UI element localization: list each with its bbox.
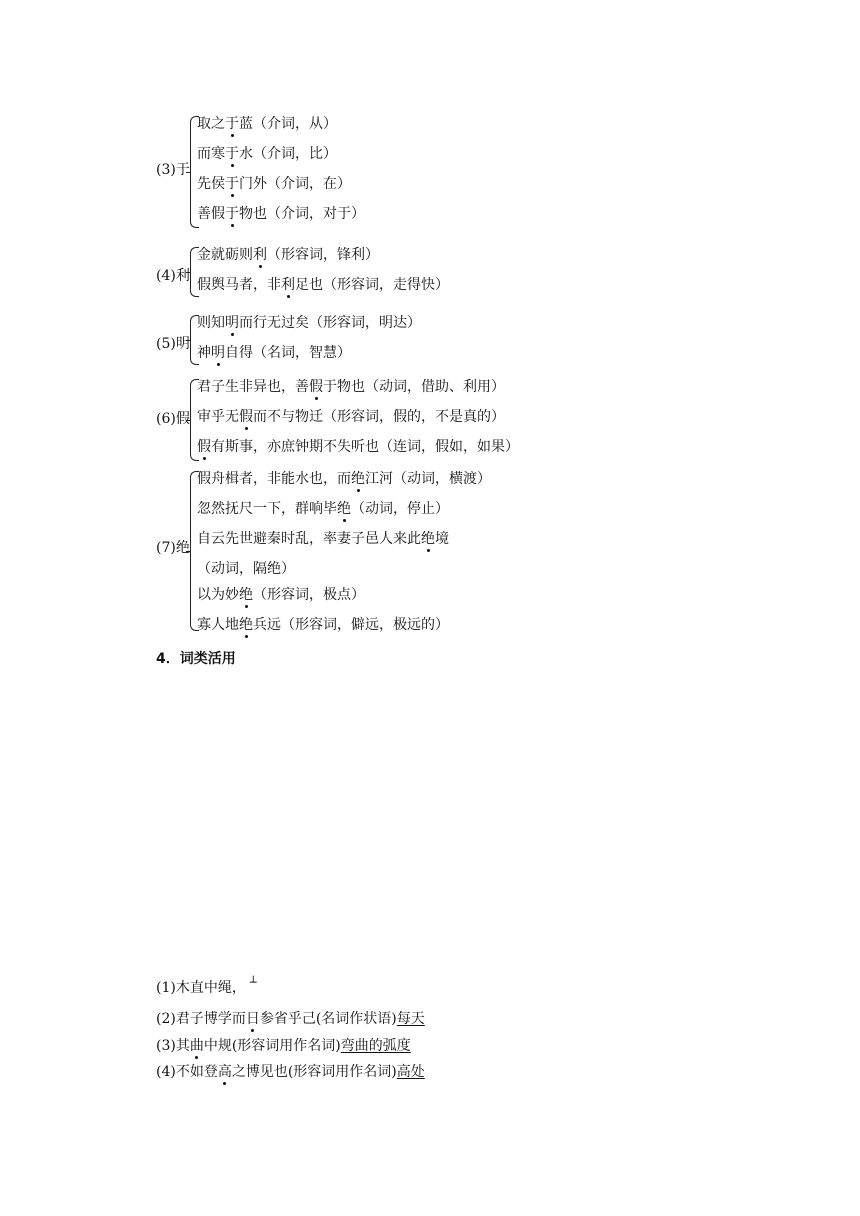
usage-line: 假有斯事，亦庶钟期不失听也（连词，假如，如果） bbox=[197, 439, 519, 455]
question-item: (2)君子博学而日参省乎己(名词作状语)每天 bbox=[156, 1011, 425, 1027]
question-item: (3)其曲中规(形容词用作名词)弯曲的弧度 bbox=[156, 1038, 411, 1054]
usage-line: 神明自得（名词，智慧） bbox=[197, 345, 351, 361]
emphasized-char: 假 bbox=[309, 379, 323, 395]
usage-line: 取之于蓝（介词，从） bbox=[197, 116, 337, 132]
group-label: (4)利 bbox=[156, 268, 190, 284]
usage-line: 则知明而行无过矣（形容词，明达） bbox=[197, 315, 421, 331]
emphasized-char: 利 bbox=[253, 247, 267, 263]
group-label: (7)绝 bbox=[156, 540, 190, 556]
emphasized-char: 于 bbox=[225, 146, 239, 162]
usage-line: 假舟楫者，非能水也，而绝江河（动词，横渡） bbox=[197, 471, 491, 487]
emphasized-char: 高 bbox=[217, 1064, 232, 1080]
usage-line: 君子生非异也，善假于物也（动词，借助、利用） bbox=[197, 379, 505, 395]
usage-line: 忽然抚尺一下，群响毕绝（动词，停止） bbox=[197, 501, 449, 517]
group-label: (5)明 bbox=[156, 336, 190, 352]
emphasized-char: 绝 bbox=[239, 617, 253, 633]
emphasized-char: 假 bbox=[239, 409, 253, 425]
usage-line: 自云先世避秦时乱，率妻子邑人来此绝境 bbox=[197, 531, 449, 547]
answer-text: 高处 bbox=[396, 1064, 425, 1080]
emphasized-char: 于 bbox=[225, 116, 239, 132]
question-item: (1)木直中绳， ┴ bbox=[156, 976, 257, 996]
usage-line: 先侯于门外（介词，在） bbox=[197, 176, 351, 192]
emphasized-char: 绝 bbox=[421, 531, 435, 547]
answer-text: 每天 bbox=[396, 1011, 425, 1027]
emphasized-char: 利 bbox=[281, 277, 295, 293]
brace bbox=[190, 471, 199, 631]
usage-line: 善假于物也（介词，对于） bbox=[197, 206, 365, 222]
emphasized-char: 日 bbox=[245, 1011, 260, 1027]
question-item: (4)不如登高之博见也(形容词用作名词)高处 bbox=[156, 1064, 425, 1080]
emphasized-char: 于 bbox=[225, 176, 239, 192]
emphasized-char: 绝 bbox=[239, 587, 253, 603]
usage-line: 金就砺则利（形容词，锋利） bbox=[197, 247, 379, 263]
emphasized-char: 曲 bbox=[189, 1038, 204, 1054]
group-label: (6)假 bbox=[156, 411, 190, 427]
usage-line: （动词，隔绝） bbox=[197, 561, 295, 577]
emphasized-char: 绝 bbox=[337, 501, 351, 517]
emphasized-char: 明 bbox=[225, 315, 239, 331]
emphasized-char: 绝 bbox=[351, 471, 365, 487]
usage-line: 而寒于水（介词，比） bbox=[197, 146, 337, 162]
usage-line: 审乎无假而不与物迁（形容词，假的，不是真的） bbox=[197, 409, 505, 425]
usage-line: 假舆马者，非利足也（形容词，走得快） bbox=[197, 277, 449, 293]
emphasized-char: 于 bbox=[225, 206, 239, 222]
group-label: (3)于 bbox=[156, 162, 190, 178]
perpendicular-mark: ┴ bbox=[249, 976, 257, 989]
usage-line: 以为妙绝（形容词，极点） bbox=[197, 587, 365, 603]
emphasized-char: 假 bbox=[197, 439, 211, 455]
answer-text: 弯曲的弧度 bbox=[340, 1038, 411, 1054]
usage-line: 寡人地绝兵远（形容词，僻远，极远的） bbox=[197, 617, 449, 633]
emphasized-char: 明 bbox=[211, 345, 225, 361]
section-heading: 4．词类活用 bbox=[156, 651, 236, 667]
